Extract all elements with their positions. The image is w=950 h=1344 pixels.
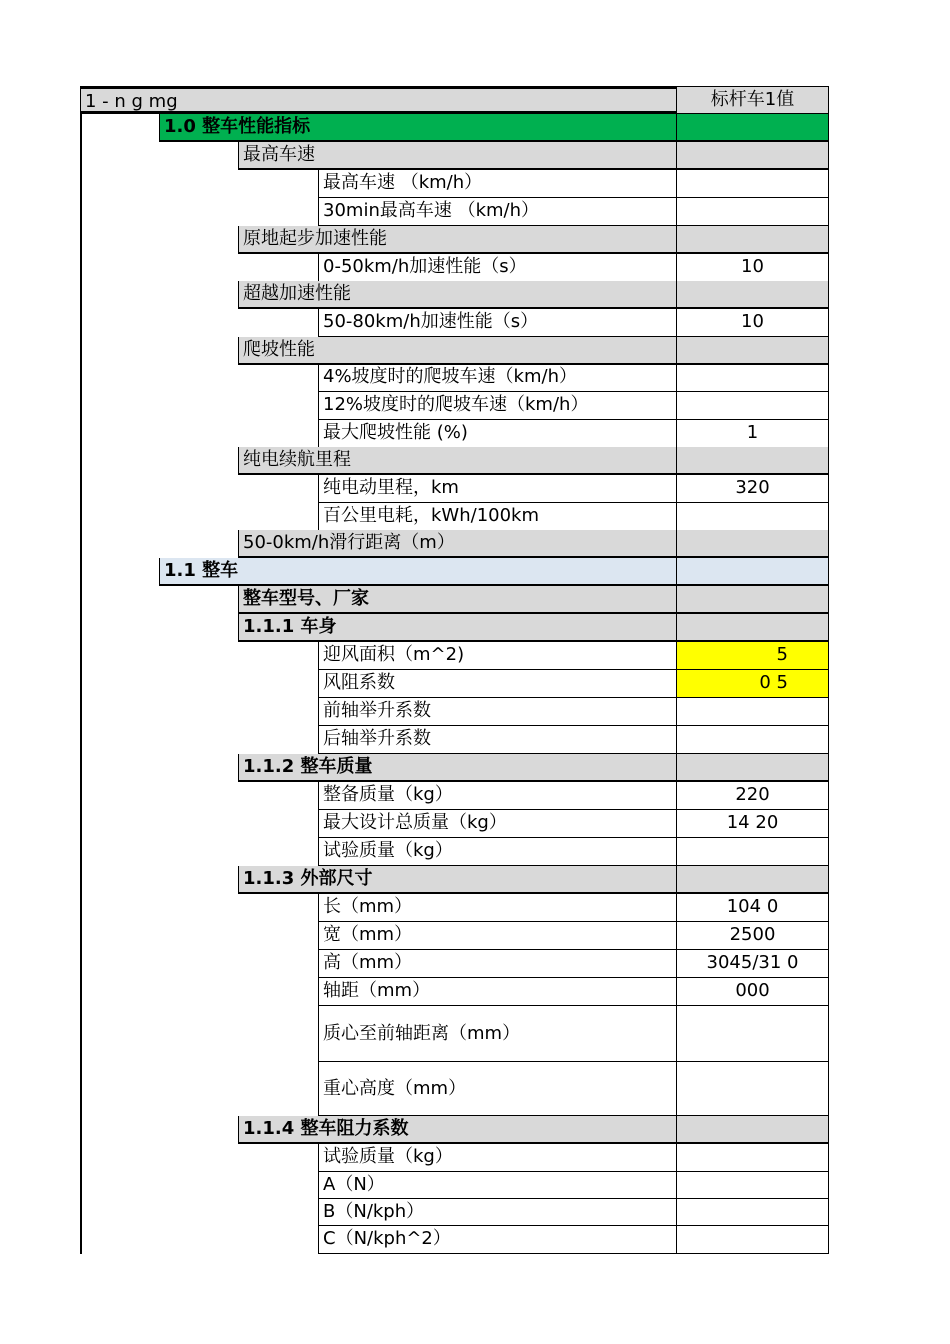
value-cell[interactable] [676, 226, 829, 254]
table-row [80, 530, 829, 558]
table-row [80, 922, 829, 950]
table-row [80, 226, 829, 254]
value-cell[interactable] [676, 447, 829, 475]
value-cell[interactable] [676, 838, 829, 866]
item-label: 轴距（mm） [318, 978, 676, 1006]
table-row [80, 838, 829, 866]
item-label: 试验质量（kg） [318, 1144, 676, 1172]
value-cell[interactable]: 2500 [676, 922, 829, 950]
item-label: 迎风面积（m^2) [318, 642, 676, 670]
item-label: 风阻系数 [318, 670, 676, 698]
table-row [80, 447, 829, 475]
value-cell[interactable]: 0 5 [676, 670, 829, 698]
item-label: 最高车速 （km/h） [318, 170, 676, 198]
section-label: 纯电续航里程 [238, 447, 676, 475]
section-label: 1.1.4 整车阻力系数 [238, 1116, 676, 1144]
item-label: 最大设计总质量（kg） [318, 810, 676, 838]
table-row [80, 198, 829, 226]
table-row [80, 782, 829, 810]
table-row [80, 614, 829, 642]
value-cell[interactable]: 5 [676, 642, 829, 670]
table-row [80, 1144, 829, 1172]
value-cell[interactable] [676, 114, 829, 142]
section-label: 1.1.3 外部尺寸 [238, 866, 676, 894]
section-label: 超越加速性能 [238, 281, 676, 309]
item-label: 前轴举升系数 [318, 698, 676, 726]
item-label: 4%坡度时的爬坡车速（km/h） [318, 364, 676, 392]
header-label: 1 - n g mg [80, 86, 676, 114]
value-cell[interactable]: 14 20 [676, 810, 829, 838]
item-label: 宽（mm） [318, 922, 676, 950]
item-label: B（N/kph） [318, 1199, 676, 1226]
section-label: 1.0 整车性能指标 [159, 114, 676, 142]
item-label: 高（mm） [318, 950, 676, 978]
table-row [80, 475, 829, 503]
item-label: 整备质量（kg） [318, 782, 676, 810]
value-cell[interactable] [676, 1006, 829, 1062]
value-cell[interactable] [676, 698, 829, 726]
item-label: 百公里电耗，kWh/100km [318, 503, 676, 531]
header-value[interactable]: 标杆车1值 [676, 86, 829, 114]
table-row [80, 1199, 829, 1226]
value-cell[interactable] [676, 364, 829, 392]
table-row [80, 364, 829, 392]
value-cell[interactable]: 3045/31 0 [676, 950, 829, 978]
value-cell[interactable] [676, 1172, 829, 1199]
table-row [80, 1006, 829, 1062]
value-cell[interactable]: 220 [676, 782, 829, 810]
table-row [80, 866, 829, 894]
table-row [80, 558, 829, 586]
item-label: 长（mm） [318, 894, 676, 922]
item-label: 50-80km/h加速性能（s） [318, 309, 676, 337]
value-cell[interactable] [676, 1116, 829, 1144]
value-cell[interactable] [676, 198, 829, 226]
value-cell[interactable] [676, 866, 829, 894]
value-cell[interactable] [676, 558, 829, 586]
table-row [80, 670, 829, 698]
item-label: 纯电动里程，km [318, 475, 676, 503]
table-row [80, 950, 829, 978]
table-row [80, 114, 829, 142]
value-cell[interactable] [676, 1226, 829, 1254]
header-row [80, 86, 829, 114]
item-label: 后轴举升系数 [318, 726, 676, 754]
section-label: 原地起步加速性能 [238, 226, 676, 254]
section-label: 最高车速 [238, 142, 676, 170]
table-row [80, 1172, 829, 1199]
value-cell[interactable] [676, 1144, 829, 1172]
item-label: 质心至前轴距离（mm） [318, 1006, 676, 1062]
table-row [80, 281, 829, 309]
table-row [80, 1116, 829, 1144]
item-label: C（N/kph^2） [318, 1226, 676, 1254]
table-row [80, 754, 829, 782]
section-label: 50-0km/h滑行距离（m） [238, 530, 676, 558]
section-label: 1.1.2 整车质量 [238, 754, 676, 782]
value-cell[interactable] [676, 754, 829, 782]
item-label: 重心高度（mm） [318, 1062, 676, 1116]
value-cell[interactable]: 104 0 [676, 894, 829, 922]
value-cell[interactable]: 000 [676, 978, 829, 1006]
table-row [80, 392, 829, 420]
value-cell[interactable] [676, 503, 829, 531]
item-label: 最大爬坡性能 (%) [318, 420, 676, 448]
table-row [80, 1062, 829, 1116]
value-cell[interactable] [676, 726, 829, 754]
value-cell[interactable] [676, 586, 829, 614]
table-row [80, 894, 829, 922]
section-label: 爬坡性能 [238, 337, 676, 365]
table-row [80, 1226, 829, 1254]
section-label: 1.1.1 车身 [238, 614, 676, 642]
table-row [80, 503, 829, 531]
value-cell[interactable] [676, 614, 829, 642]
value-cell[interactable] [676, 142, 829, 170]
value-cell[interactable] [676, 281, 829, 309]
table-row [80, 254, 829, 282]
item-label: 试验质量（kg） [318, 838, 676, 866]
value-cell[interactable]: 10 [676, 309, 829, 337]
value-cell[interactable]: 1 [676, 420, 829, 448]
value-cell[interactable]: 320 [676, 475, 829, 503]
value-cell[interactable] [676, 392, 829, 420]
section-label: 整车型号、厂家 [238, 586, 676, 614]
table-row [80, 309, 829, 337]
value-cell[interactable] [676, 530, 829, 558]
table-row [80, 142, 829, 170]
value-cell[interactable]: 10 [676, 254, 829, 282]
table-row [80, 698, 829, 726]
value-cell[interactable] [676, 1199, 829, 1226]
table-row [80, 810, 829, 838]
value-cell[interactable] [676, 170, 829, 198]
item-label: 30min最高车速 （km/h） [318, 198, 676, 226]
table-row [80, 337, 829, 365]
table-row [80, 586, 829, 614]
table-row [80, 726, 829, 754]
item-label: 12%坡度时的爬坡车速（km/h） [318, 392, 676, 420]
value-cell[interactable] [676, 337, 829, 365]
table-row [80, 978, 829, 1006]
item-label: 0-50km/h加速性能（s） [318, 254, 676, 282]
value-cell[interactable] [676, 1062, 829, 1116]
table-row [80, 642, 829, 670]
section-label: 1.1 整车 [159, 558, 676, 586]
table-row [80, 170, 829, 198]
table-row [80, 420, 829, 448]
item-label: A（N） [318, 1172, 676, 1199]
